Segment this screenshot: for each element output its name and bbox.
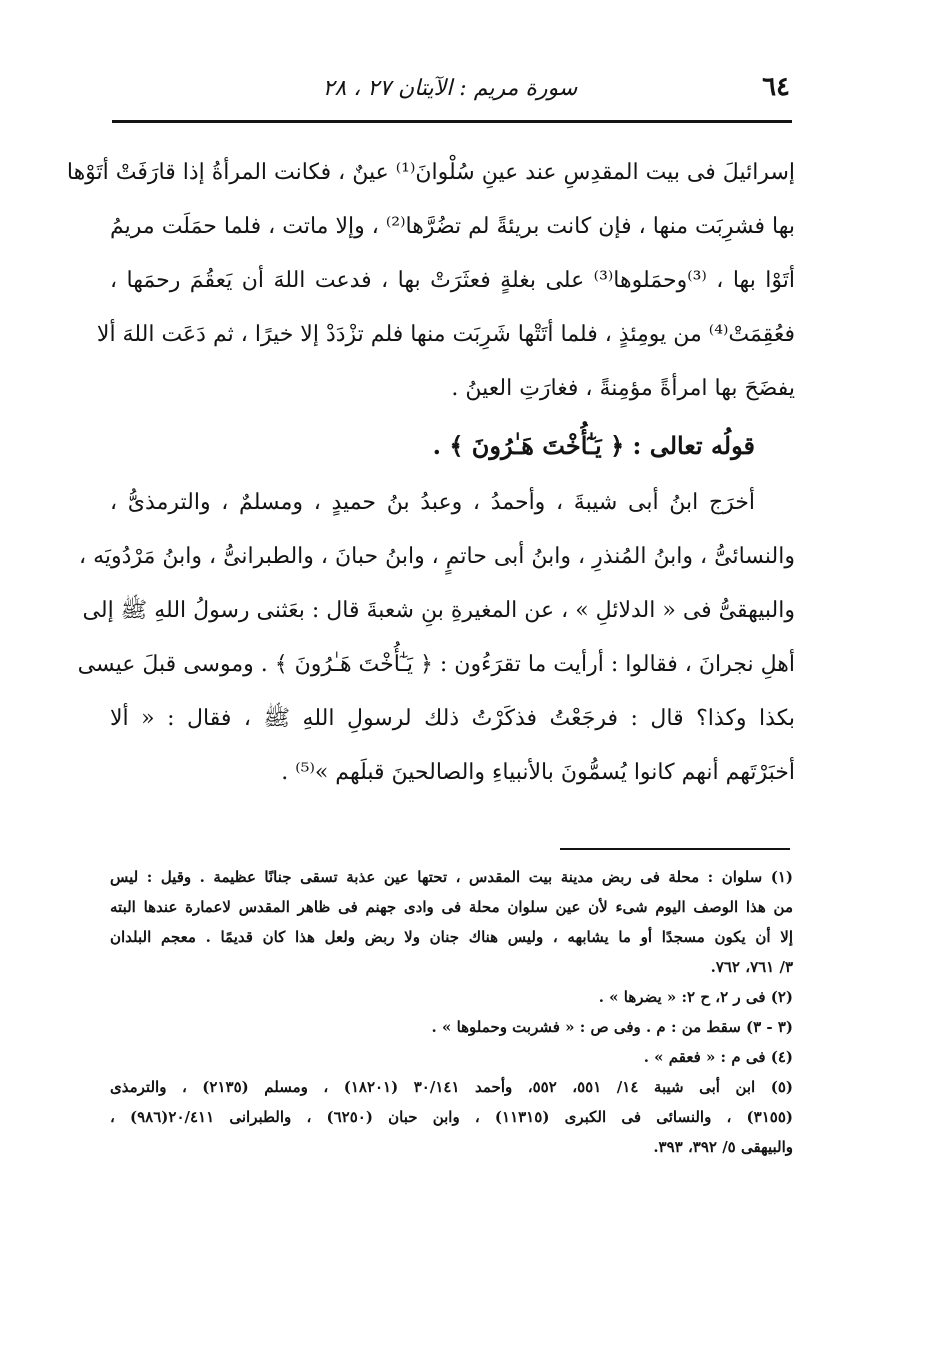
text-line: يفضَحَ بها امرأةً مؤمِنةً ، فغارَتِ العينُ . (451, 376, 795, 401)
running-title: سورة مريم : الآيتان ٢٧ ، ٢٨ (322, 76, 578, 101)
footnote-line: إلا أن يكون مسجدًا أو ما يشابهه ، وليس هناك جنان ولا ربض ولعل هذا كان قديمًا . معجم البلدان (110, 928, 793, 946)
page-number: ٦٤ (762, 72, 790, 102)
section-heading: قولُه تعالى : ﴿ يَـٰٓأُخْتَ هَـٰرُونَ ﴾ . (432, 431, 755, 460)
main-text (66, 146, 796, 800)
text-line: والنسائىُّ ، وابنُ المُنذرِ ، وابنُ أبى حاتمٍ ، وابنُ حبانَ ، والطبرانىُّ ، وابنُ مَرْدُويَه ، (79, 544, 795, 569)
text-line: بكذا وكذا؟ قال : فرجَعْتُ فذكَرْتُ ذلك لرسولِ اللهِ ﷺ ، فقال : « ألا (110, 706, 795, 731)
text-line: والبيهقىُّ فى « الدلائلِ » ، عن المغيرةِ بنِ شعبةَ قال : بعَثنى رسولُ اللهِ ﷺ إلى (82, 598, 795, 623)
text-line: إسرائيلَ فى بيت المقدِسِ عند عينِ سُلْوانَ⁽¹⁾ عينٌ ، فكانت المرأةُ إذا قارَفَتْ أتَوْها (66, 160, 795, 185)
footnote-line: والبيهقى ٥/ ٣٩٢، ٣٩٣. (653, 1138, 793, 1156)
footnotes (110, 862, 793, 1162)
text-line: أخرَج ابنُ أبى شيبةَ ، وأحمدُ ، وعبدُ بنُ حميدٍ ، ومسلمٌ ، والترمذىُّ ، (110, 490, 755, 515)
text-line: أهلِ نجرانَ ، فقالوا : أرأيت ما تقرَءُون : ﴿ يَـٰٓأُخْتَ هَـٰرُونَ ﴾ . وموسى قبلَ عيسى (77, 652, 795, 677)
header-rule (112, 120, 792, 123)
text-line: فعُقِمَتْ⁽⁴⁾ من يومِئذٍ ، فلما أتَتْها شَرِبَت منها فلم تزْدَدْ إلا خيرًا ، ثم دَعَت اللهَ ألا (96, 322, 795, 347)
footnote-line: (٣ - ٣) سقط من : م . وفى ص : « فشربت وحملوها » . (431, 1018, 793, 1036)
footnote-line: (٣١٥٥) ، والنسائى فى الكبرى (١١٣١٥) ، وابن حبان (٦٢٥٠) ، والطبرانى ٢٠/٤١١(٩٨٦) ، (110, 1108, 793, 1126)
page-header (110, 72, 790, 112)
footnote-rule (560, 848, 790, 850)
footnote-line: (٤) فى م : « فعقم » . (643, 1048, 793, 1066)
footnote-line: من هذا الوصف اليوم شىء لأن عين سلوان محلة فى وادى جهنم فى ظاهر المقدس لاعمارة عندها البته (110, 898, 793, 916)
text-line: أخبَرْتَهم أنهم كانوا يُسمُّونَ بالأنبياءِ والصالحينَ قبلَهم »⁽⁵⁾ . (281, 760, 795, 785)
footnote-line: (١) سلوان : محلة فى ربض مدينة بيت المقدس ، تحتها عين عذبة تسقى جنانًا عظيمة . وقيل : ليس (110, 868, 793, 886)
text-line: بها فشرِبَت منها ، فإن كانت بريئةً لم تضُرَّها⁽²⁾ ، وإلا ماتت ، فلما حمَلَت مريمُ (110, 214, 796, 239)
footnote-line: (٥) ابن أبى شيبة ١٤/ ٥٥١، ٥٥٢، وأحمد ٣٠/١٤١ (١٨٢٠١) ، ومسلم (٢١٣٥) ، والترمذى (110, 1078, 793, 1096)
text-line: أتَوْا بها ، ⁽³⁾وحمَلوها⁽³⁾ على بغلةٍ فعثَرَتْ بها ، فدعت اللهَ أن يَعقُمَ رحمَها ، (110, 268, 795, 293)
footnote-line: ٣/ ٧٦١، ٧٦٢. (710, 958, 793, 976)
footnote-line: (٢) فى ر ٢، ح ٢: « يضرها » . (598, 988, 793, 1006)
